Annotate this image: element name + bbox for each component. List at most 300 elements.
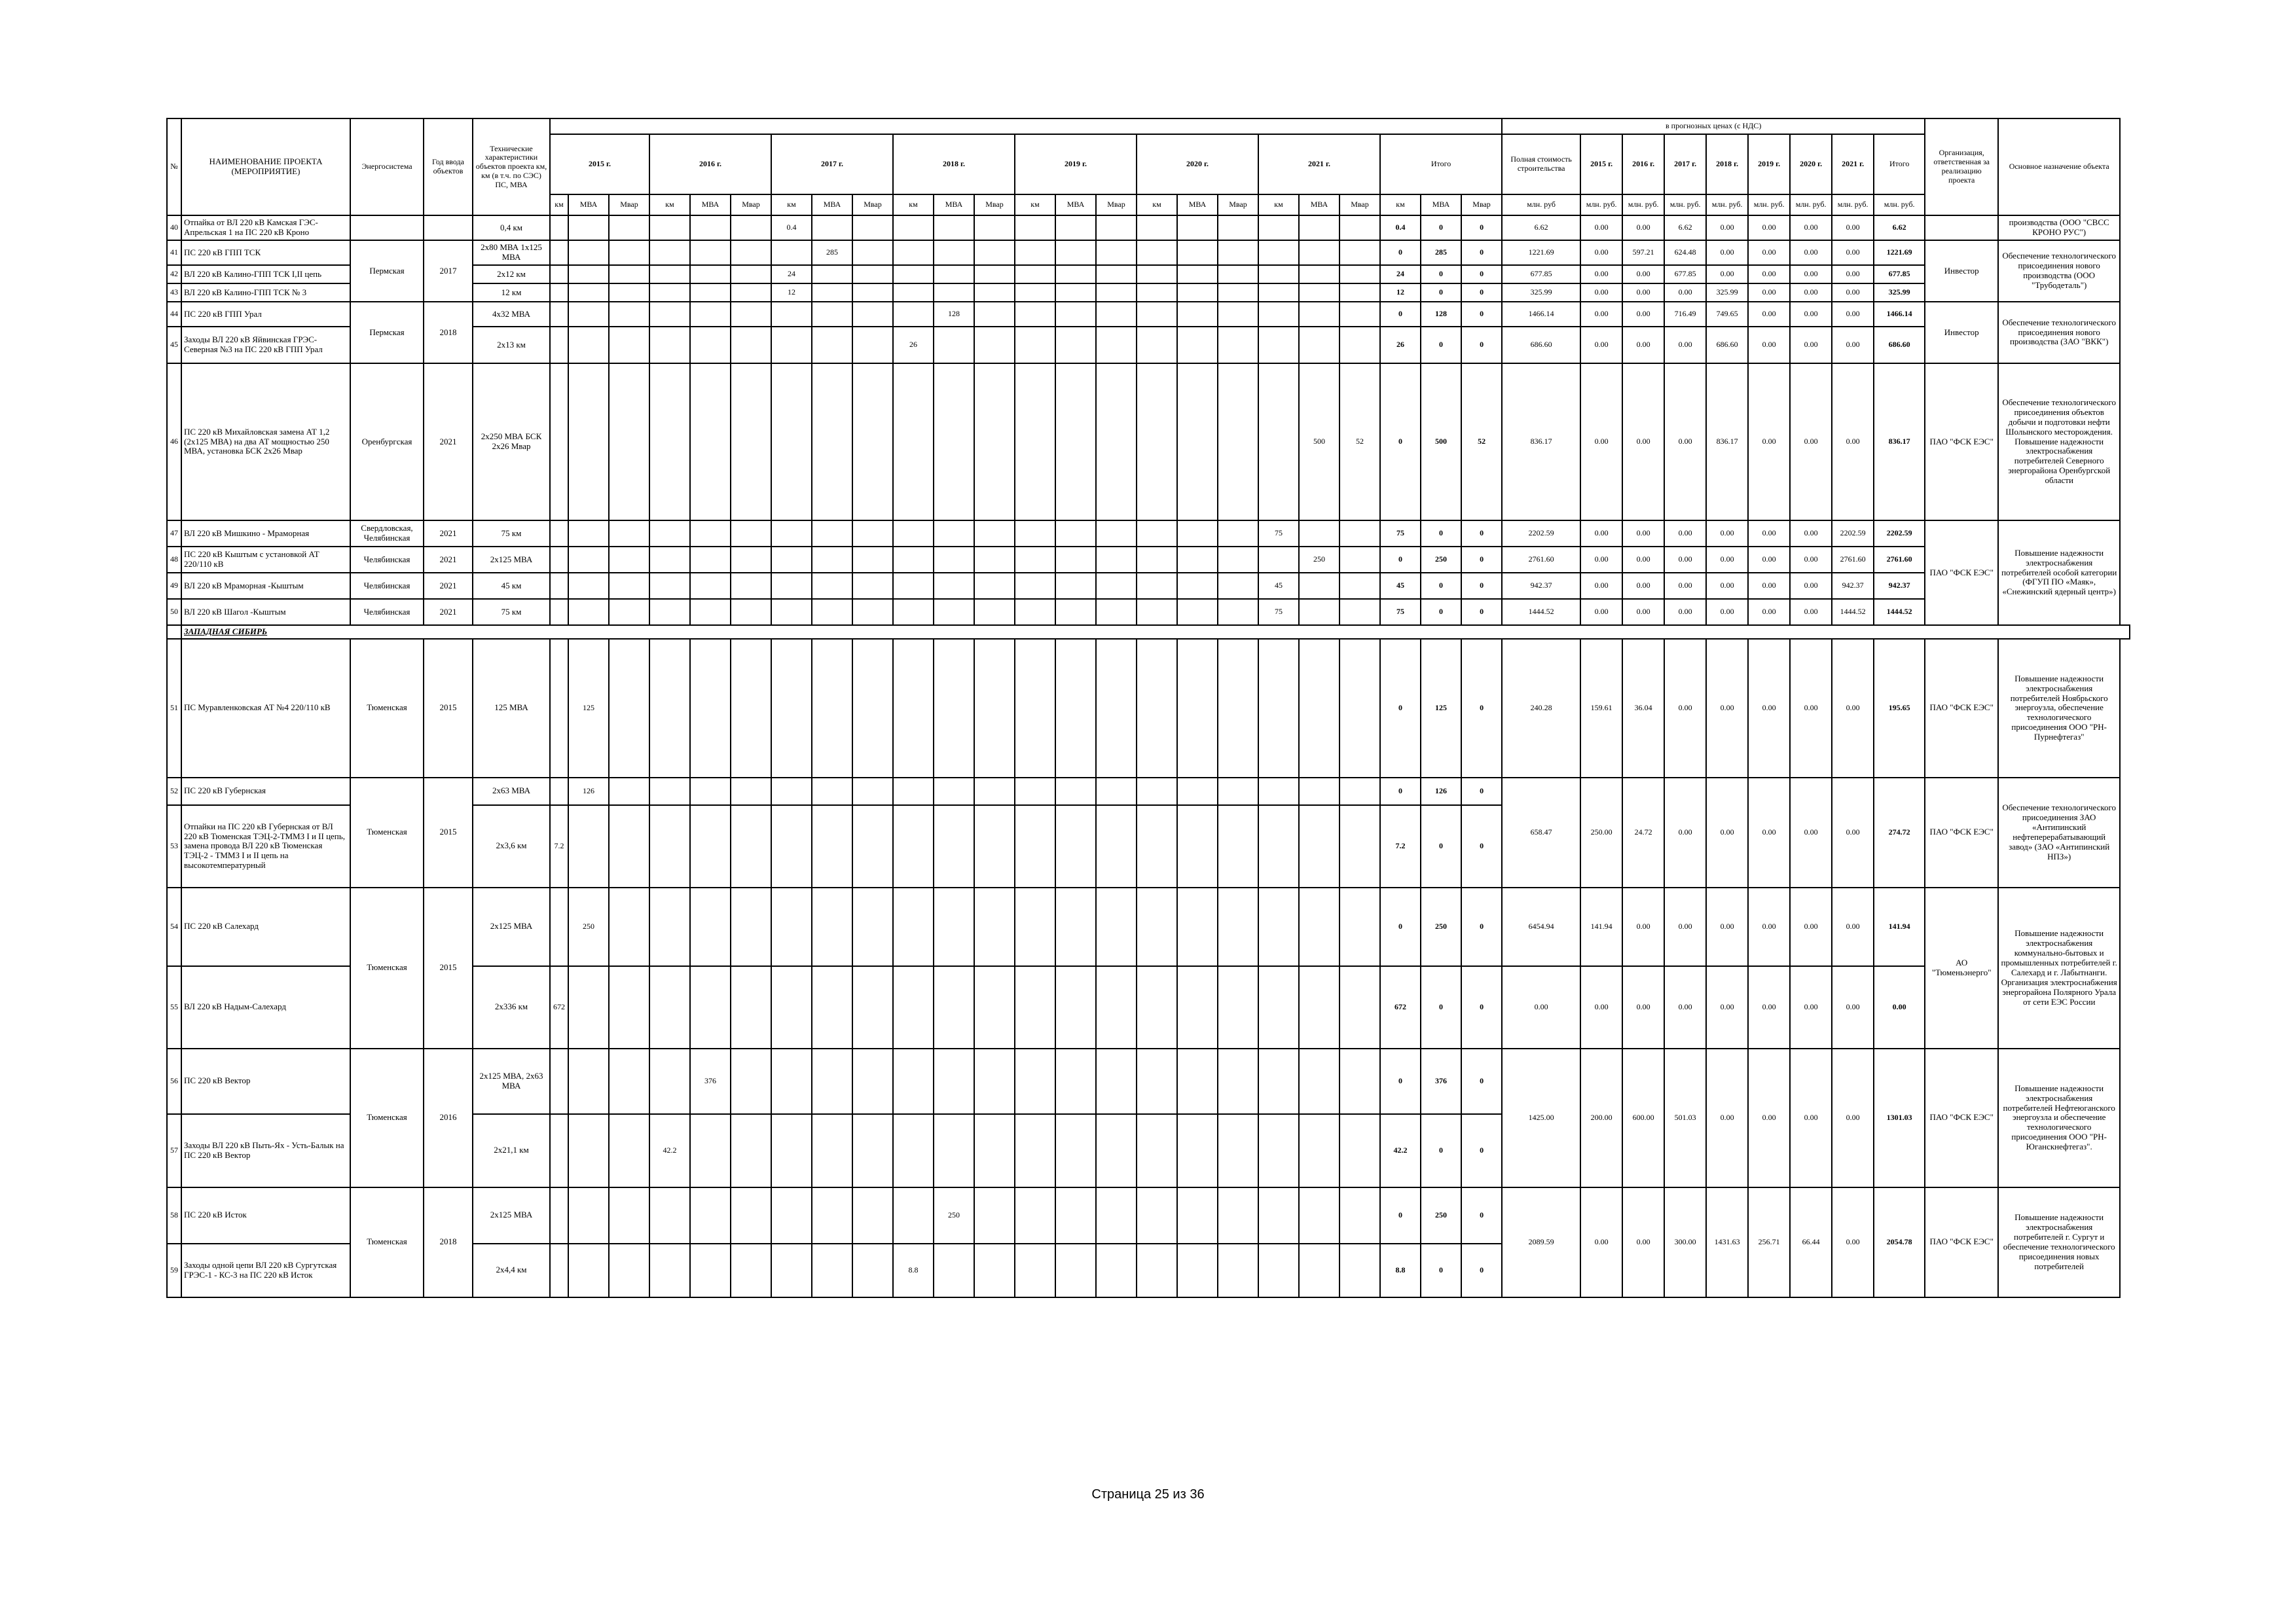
finance-f2021: 0.00 [1832,888,1874,966]
responsible-organization: Инвестор [1925,302,1998,363]
finance-full: 836.17 [1502,363,1580,520]
tech-characteristics: 125 МВА [473,639,550,778]
energy-system: Челябинская [350,599,424,625]
value-2019-km [1015,327,1055,363]
fin-unit-2019: млн. руб. [1748,194,1790,215]
finance-f2020: 0.00 [1790,283,1832,302]
value-2021-mva [1299,215,1339,240]
finance-f2021: 0.00 [1832,778,1874,888]
value-2015-km [550,1187,568,1244]
col-header-project: НАИМЕНОВАНИЕ ПРОЕКТА (МЕРОПРИЯТИЕ) [181,118,350,215]
table-row [167,599,2130,625]
value-2020-mvar [1218,573,1258,599]
unit-header-2016-2: Мвар [731,194,771,215]
object-purpose: Повышение надежности электроснабжения потребителей Нефтеюганского энергоузла и обеспечение технологического присоединения ООО "РН-Юганскнефтегаз". [1998,1049,2120,1187]
value-2018-km [893,547,934,573]
page-footer: Страница 25 из 36 [1091,1487,1205,1502]
value-2016-mvar [731,966,771,1049]
entry-year: 2017 [424,240,473,302]
value-2019-km [1015,778,1055,805]
unit-header-2017-2: Мвар [852,194,893,215]
value-2017-mvar [852,1244,893,1297]
finance-f2016: 0.00 [1622,599,1664,625]
value-2018-mvar [974,778,1015,805]
value-2015-mvar [609,327,649,363]
tech-characteristics: 2х3,6 км [473,805,550,888]
total-mvar: 0 [1461,639,1502,778]
energy-system: Свердловская, Челябинская [350,520,424,547]
row-number: 50 [167,599,181,625]
value-2020-km [1137,240,1177,265]
value-2019-mva [1055,1244,1096,1297]
finance-full: 1444.52 [1502,599,1580,625]
total-mva: 0 [1421,599,1461,625]
value-2021-mvar [1339,805,1380,888]
project-name: ПС 220 кВ Вектор [181,1049,350,1114]
value-2018-mvar [974,302,1015,327]
value-2015-km [550,778,568,805]
value-2020-mva [1177,520,1218,547]
value-2016-km [649,240,690,265]
total-mva: 0 [1421,215,1461,240]
total-mva: 285 [1421,240,1461,265]
finance-ftotal: 274.72 [1874,778,1925,888]
fin-unit-2016: млн. руб. [1622,194,1664,215]
value-2020-mvar [1218,302,1258,327]
value-2019-mva [1055,639,1096,778]
value-2017-mva [812,573,852,599]
value-2016-mvar [731,520,771,547]
value-2020-mvar [1218,240,1258,265]
value-2016-mva [690,1187,731,1244]
table-row [167,363,2130,520]
value-2015-mvar [609,520,649,547]
total-km: 0 [1380,778,1421,805]
value-2019-km [1015,1114,1055,1187]
total-km: 0 [1380,240,1421,265]
total-mva: 0 [1421,805,1461,888]
project-name: ВЛ 220 кВ Калино-ГПП ТСК I,II цепь [181,265,350,283]
finance-f2016: 0.00 [1622,363,1664,520]
total-mvar: 0 [1461,283,1502,302]
value-2015-mva [568,302,609,327]
value-2016-km [649,599,690,625]
col-header-tech: Технические характеристики объектов проекта км, км (в т.ч. по СЭС) ПС, МВА [473,118,550,215]
finance-f2018: 0.00 [1706,520,1748,547]
value-2019-mvar [1096,363,1137,520]
project-name: Заходы одной цепи ВЛ 220 кВ Сургутская ГРЭС-1 - КС-3 на ПС 220 кВ Исток [181,1244,350,1297]
value-2021-km [1258,1187,1299,1244]
finance-ftotal: 1444.52 [1874,599,1925,625]
value-2015-mva: 250 [568,888,609,966]
value-2015-mva [568,1244,609,1297]
finance-f2018: 325.99 [1706,283,1748,302]
value-2017-mvar [852,327,893,363]
row-number: 42 [167,265,181,283]
value-2018-mvar [974,240,1015,265]
total-km: 42.2 [1380,1114,1421,1187]
finance-f2020: 0.00 [1790,778,1832,888]
tech-characteristics: 2х125 МВА [473,888,550,966]
value-2019-mvar [1096,215,1137,240]
entry-year: 2021 [424,520,473,547]
object-purpose: Повышение надежности электроснабжения коммунально-бытовых и промышленных потребителей г. Салехард и г. Лабытнанги. Организация электроснабжения энергорайона Полярного Урала от сети ЕЭС России [1998,888,2120,1049]
value-2019-km [1015,283,1055,302]
finance-f2019: 0.00 [1748,888,1790,966]
value-2019-mva [1055,599,1096,625]
finance-ftotal: 0.00 [1874,966,1925,1049]
fin-unit-2015: млн. руб. [1580,194,1622,215]
total-mva: 126 [1421,778,1461,805]
total-km: 0 [1380,302,1421,327]
value-2015-km [550,1114,568,1187]
value-2018-km: 26 [893,327,934,363]
row-number: 53 [167,805,181,888]
value-2015-mvar [609,1114,649,1187]
value-2020-mvar [1218,1114,1258,1187]
value-2020-mvar [1218,363,1258,520]
energy-system: Тюменская [350,1049,424,1187]
energy-system: Пермская [350,302,424,363]
value-2017-mva [812,363,852,520]
value-2018-mvar [974,573,1015,599]
value-2021-mvar [1339,1114,1380,1187]
total-mvar: 0 [1461,520,1502,547]
finance-f2015: 200.00 [1580,1049,1622,1187]
value-2017-km: 24 [771,265,812,283]
fin-header-2020: 2020 г. [1790,134,1832,194]
value-2021-mva [1299,778,1339,805]
value-2019-mva [1055,283,1096,302]
value-2018-mva [934,215,974,240]
finance-f2021: 0.00 [1832,966,1874,1049]
finance-ftotal: 1301.03 [1874,1049,1925,1187]
value-2020-mvar [1218,215,1258,240]
value-2018-mvar [974,888,1015,966]
value-2021-mva [1299,805,1339,888]
finance-ftotal: 1221.69 [1874,240,1925,265]
value-2016-mva [690,888,731,966]
value-2021-km [1258,265,1299,283]
investment-table [166,118,2130,1298]
value-2019-mvar [1096,573,1137,599]
value-2017-mvar [852,1187,893,1244]
finance-f2016: 0.00 [1622,966,1664,1049]
unit-header-2021-1: МВА [1299,194,1339,215]
value-2016-mvar [731,265,771,283]
year-header-2021: 2021 г. [1258,134,1380,194]
unit-header-2016-1: МВА [690,194,731,215]
finance-f2016: 0.00 [1622,888,1664,966]
row-number: 41 [167,240,181,265]
project-name: ПС 220 кВ Губернская [181,778,350,805]
project-name: ПС Муравленковская АТ №4 220/110 кВ [181,639,350,778]
value-2020-mva [1177,805,1218,888]
energy-system [350,215,424,240]
value-2015-mva [568,240,609,265]
total-km: 75 [1380,599,1421,625]
year-header-spacer [550,118,1502,134]
unit-header-total-2: Мвар [1461,194,1502,215]
value-2016-mvar [731,327,771,363]
total-km: 0 [1380,639,1421,778]
responsible-organization: АО "Тюменьэнерго" [1925,888,1998,1049]
value-2016-km [649,573,690,599]
value-2020-mva [1177,240,1218,265]
finance-ftotal: 6.62 [1874,215,1925,240]
value-2019-mva [1055,240,1096,265]
finance-f2018: 0.00 [1706,573,1748,599]
finance-f2015: 0.00 [1580,966,1622,1049]
responsible-organization: ПАО "ФСК ЕЭС" [1925,1049,1998,1187]
value-2017-km [771,599,812,625]
finance-full: 1466.14 [1502,302,1580,327]
entry-year: 2015 [424,778,473,888]
tech-characteristics: 45 км [473,573,550,599]
value-2017-mvar [852,1049,893,1114]
value-2020-mva [1177,547,1218,573]
value-2016-km [649,805,690,888]
value-2021-mva [1299,966,1339,1049]
finance-f2019: 0.00 [1748,966,1790,1049]
value-2020-mva [1177,966,1218,1049]
value-2015-km [550,302,568,327]
value-2020-mva [1177,1244,1218,1297]
finance-f2015: 0.00 [1580,599,1622,625]
finance-f2016: 0.00 [1622,573,1664,599]
unit-header-2019-1: МВА [1055,194,1096,215]
value-2015-mvar [609,363,649,520]
finance-f2020: 0.00 [1790,363,1832,520]
value-2020-km [1137,520,1177,547]
value-2016-km [649,1049,690,1114]
finance-f2017: 0.00 [1664,966,1706,1049]
value-2015-km [550,547,568,573]
finance-f2016: 0.00 [1622,283,1664,302]
total-mva: 0 [1421,283,1461,302]
unit-header-2018-1: МВА [934,194,974,215]
finance-f2016: 597.21 [1622,240,1664,265]
finance-ftotal: 141.94 [1874,888,1925,966]
value-2019-mva [1055,778,1096,805]
value-2021-mvar [1339,547,1380,573]
value-2017-mvar [852,520,893,547]
value-2021-mvar [1339,520,1380,547]
value-2017-mvar [852,888,893,966]
finance-f2021: 0.00 [1832,265,1874,283]
finance-f2018: 0.00 [1706,240,1748,265]
finance-f2021: 0.00 [1832,639,1874,778]
row-number: 52 [167,778,181,805]
value-2020-mvar [1218,778,1258,805]
col-header-organization: Организация, ответственная за реализацию проекта [1925,118,1998,215]
value-2019-mvar [1096,805,1137,888]
finance-full: 2089.59 [1502,1187,1580,1297]
value-2021-km: 45 [1258,573,1299,599]
value-2016-mva [690,327,731,363]
value-2020-mvar [1218,547,1258,573]
value-2015-mva [568,363,609,520]
value-2015-mva [568,573,609,599]
value-2020-km [1137,573,1177,599]
value-2018-mvar [974,639,1015,778]
value-2017-km [771,240,812,265]
value-2018-mva [934,265,974,283]
value-2020-mvar [1218,1187,1258,1244]
total-mva: 250 [1421,547,1461,573]
finance-f2020: 0.00 [1790,1049,1832,1187]
value-2021-km [1258,240,1299,265]
value-2021-mvar [1339,215,1380,240]
energy-system: Тюменская [350,778,424,888]
row-number: 49 [167,573,181,599]
value-2019-mvar [1096,547,1137,573]
value-2016-mva: 376 [690,1049,731,1114]
value-2017-km [771,363,812,520]
col-header-num: № [167,118,181,215]
value-2018-mvar [974,215,1015,240]
value-2021-mva [1299,639,1339,778]
value-2020-km [1137,1187,1177,1244]
value-2016-mvar [731,1114,771,1187]
tech-characteristics: 2х250 МВА БСК 2х26 Мвар [473,363,550,520]
value-2016-mva [690,215,731,240]
finance-f2018: 749.65 [1706,302,1748,327]
value-2019-mva [1055,888,1096,966]
value-2019-km [1015,547,1055,573]
value-2020-mvar [1218,1244,1258,1297]
finance-f2018: 0.00 [1706,778,1748,888]
value-2015-mvar [609,888,649,966]
value-2018-km [893,1049,934,1114]
value-2019-mva [1055,363,1096,520]
object-purpose: Обеспечение технологического присоединения объектов добычи и подготовки нефти Шолынского месторождения. Повышение надежности электроснабжения потребителей Северного энергорайона Оренбургской области [1998,363,2120,520]
value-2017-mva [812,1049,852,1114]
value-2017-km [771,302,812,327]
value-2018-mvar [974,1244,1015,1297]
finance-f2016: 600.00 [1622,1049,1664,1187]
value-2020-mvar [1218,639,1258,778]
value-2019-mvar [1096,265,1137,283]
value-2021-mvar: 52 [1339,363,1380,520]
finance-f2016: 0.00 [1622,302,1664,327]
value-2018-mvar [974,1114,1015,1187]
value-2017-mvar [852,639,893,778]
finance-full: 2761.60 [1502,547,1580,573]
finance-f2016: 24.72 [1622,778,1664,888]
total-mvar: 0 [1461,966,1502,1049]
value-2015-mva [568,1049,609,1114]
value-2017-mvar [852,1114,893,1187]
value-2017-km [771,888,812,966]
value-2021-mva [1299,1049,1339,1114]
value-2017-mva [812,520,852,547]
entry-year: 2018 [424,302,473,363]
value-2019-km [1015,240,1055,265]
value-2015-mvar [609,1049,649,1114]
value-2017-km [771,547,812,573]
value-2015-km [550,363,568,520]
row-number: 59 [167,1244,181,1297]
value-2019-mvar [1096,302,1137,327]
value-2021-mva [1299,1187,1339,1244]
value-2019-mvar [1096,778,1137,805]
value-2021-mva [1299,240,1339,265]
value-2019-mva [1055,573,1096,599]
project-name: Отпайка от ВЛ 220 кВ Камская ГЭС-Апрельская 1 на ПС 220 кВ Кроно [181,215,350,240]
finance-f2017: 0.00 [1664,547,1706,573]
value-2016-mva [690,265,731,283]
value-2020-mva [1177,1049,1218,1114]
entry-year: 2015 [424,639,473,778]
total-mvar: 0 [1461,327,1502,363]
value-2015-mvar [609,240,649,265]
value-2021-mvar [1339,265,1380,283]
finance-f2017: 624.48 [1664,240,1706,265]
entry-year: 2021 [424,573,473,599]
row-number: 54 [167,888,181,966]
value-2018-mvar [974,363,1015,520]
value-2018-mva [934,283,974,302]
value-2017-mva [812,327,852,363]
project-name: ВЛ 220 кВ Шагол -Кыштым [181,599,350,625]
table-row [167,1049,2130,1114]
finance-ftotal: 2202.59 [1874,520,1925,547]
value-2016-mva [690,639,731,778]
value-2021-km [1258,888,1299,966]
value-2015-km [550,639,568,778]
value-2019-km [1015,599,1055,625]
unit-header-2020-0: км [1137,194,1177,215]
row-number: 40 [167,215,181,240]
value-2018-km [893,778,934,805]
energy-system: Челябинская [350,547,424,573]
value-2017-km [771,1187,812,1244]
value-2021-km [1258,547,1299,573]
value-2021-mvar [1339,327,1380,363]
value-2021-mvar [1339,1187,1380,1244]
finance-f2021: 0.00 [1832,327,1874,363]
value-2017-mva [812,805,852,888]
value-2016-km [649,283,690,302]
unit-header-total-0: км [1380,194,1421,215]
object-purpose: Повышение надежности электроснабжения потребителей особой категории (ФГУП ПО «Маяк», «Снежинский ядерный центр») [1998,520,2120,625]
value-2018-km: 8.8 [893,1244,934,1297]
finance-full: 325.99 [1502,283,1580,302]
finance-f2017: 300.00 [1664,1187,1706,1297]
value-2015-mvar [609,573,649,599]
value-2017-mva [812,215,852,240]
value-2018-mva [934,805,974,888]
value-2016-mva [690,363,731,520]
value-2017-mva [812,639,852,778]
value-2016-km [649,1244,690,1297]
value-2016-mvar [731,240,771,265]
value-2015-km [550,327,568,363]
value-2019-mvar [1096,966,1137,1049]
value-2020-mva [1177,1187,1218,1244]
value-2018-mva [934,327,974,363]
value-2017-mvar [852,573,893,599]
finance-f2017: 0.00 [1664,283,1706,302]
finance-f2018: 0.00 [1706,966,1748,1049]
finance-f2015: 141.94 [1580,888,1622,966]
tech-characteristics: 2х21,1 км [473,1114,550,1187]
value-2015-mva [568,1187,609,1244]
section-row [167,625,2130,639]
finance-f2019: 0.00 [1748,547,1790,573]
finance-f2016: 0.00 [1622,547,1664,573]
